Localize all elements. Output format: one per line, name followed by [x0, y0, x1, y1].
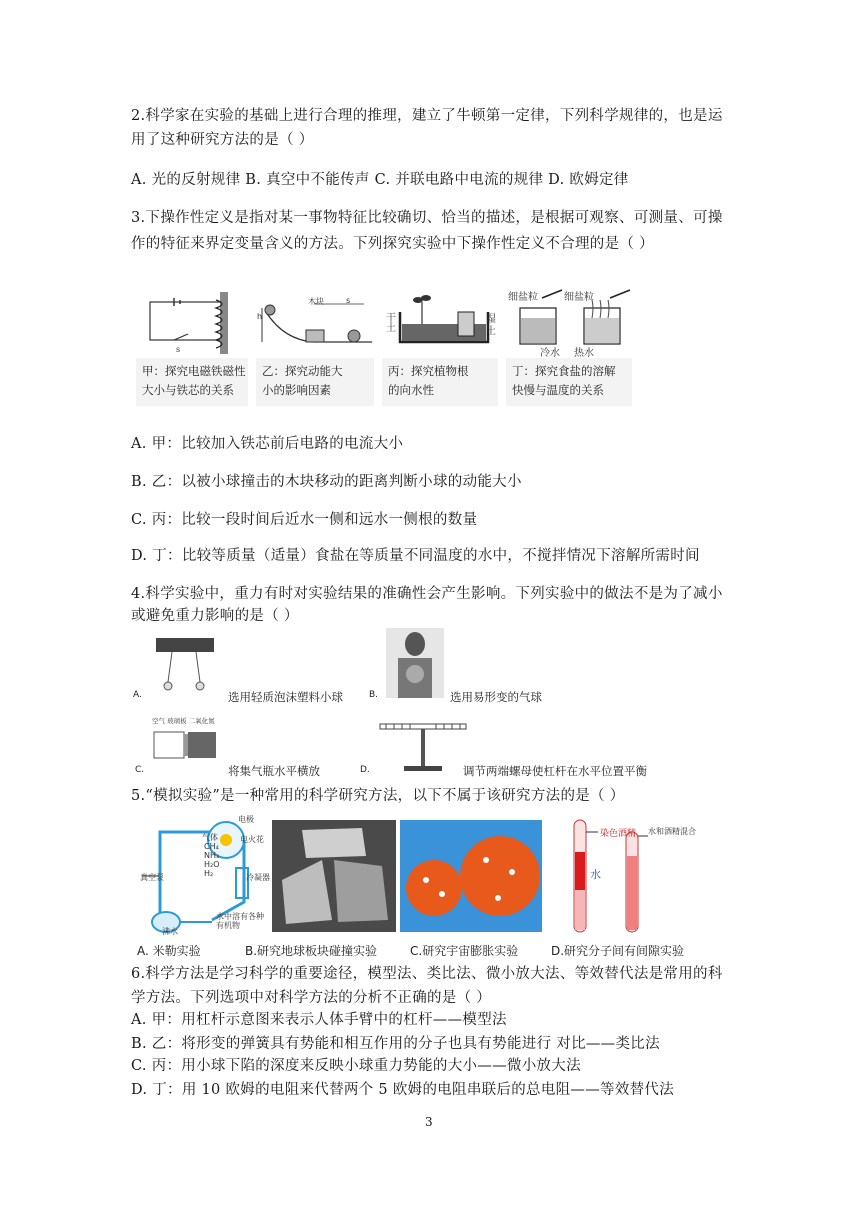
- q3-option-d: D. 丁：比较等质量（适量）食盐在等质量不同温度的水中，不搅拌情况下溶解所需时间: [131, 548, 700, 564]
- plate-collision-photo: [272, 820, 396, 932]
- foam-balls-image: [152, 636, 216, 696]
- q4-option-b-letter: B.: [369, 690, 379, 700]
- q3-stem-line-2: 作的特征来界定变量含义的方法。下列探究实验中下操作性定义不合理的是（ ）: [131, 236, 654, 252]
- q5-option-d: D.研究分子间有间隙实验: [551, 944, 685, 958]
- page-number: 3: [425, 1115, 433, 1129]
- label-spark: 电火花: [240, 835, 264, 844]
- label-wood-block: 木块: [308, 297, 324, 306]
- label-cold-water: 冷水: [540, 348, 560, 359]
- q3-stem-line-1: 3.下操作性定义是指对某一事物特征比较确切、恰当的描述，是根据可观察、可测量、可操: [131, 210, 723, 226]
- q2-stem-line-2: 用了这种研究方法的是（ ）: [131, 132, 314, 148]
- svg-text:s: s: [176, 345, 181, 354]
- label-ch4: CH₄: [204, 842, 219, 851]
- q3-jia-caption-1: 甲：探究电磁铁磁性: [142, 364, 246, 378]
- q4-option-d-text: 调节两端螺母使杠杆在水平位置平衡: [463, 764, 647, 778]
- label-boiling-water: 沸水: [162, 927, 178, 936]
- label-hot-water: 热水: [574, 348, 594, 359]
- universe-balloon-photo-drawing: [400, 820, 542, 932]
- q3-ding-caption-1: 丁：探究食盐的溶解: [512, 364, 616, 378]
- q6-option-d: D. 丁：用 10 欧姆的电阻来代替两个 5 欧姆的电阻串联后的总电阻——等效替代法: [131, 1082, 675, 1098]
- q4-option-b-text: 选用易形变的气球: [450, 690, 542, 704]
- label-dry-soil: 干 土: [386, 313, 396, 334]
- label-fine-salt-1: 细盐粒: [508, 292, 538, 303]
- q4-option-a-letter: A.: [133, 690, 142, 700]
- label-h: h: [257, 312, 263, 321]
- q6-stem-line-1: 6.科学方法是学习科学的重要途径，模型法、类比法、微小放大法、等效替代法是常用的科: [131, 966, 723, 982]
- label-gas: 气体: [202, 833, 218, 842]
- label-nh3: NH₃: [204, 851, 220, 860]
- q6-option-a: A. 甲：用杠杆示意图来表示人体手臂中的杠杆——模型法: [131, 1012, 507, 1028]
- label-vacuum-pump: 真空泵: [140, 873, 164, 882]
- label-mixed: 水和酒精混合: [648, 827, 696, 836]
- q2-stem-line-1: 2.科学家在实验的基础上进行合理的推理，建立了牛顿第一定律，下列科学规律的，也是运: [131, 108, 723, 124]
- q3-bing-caption-2: 的向水性: [388, 383, 434, 397]
- q4-option-c-letter: C.: [135, 765, 145, 775]
- label-electrode: 电极: [238, 815, 254, 824]
- balloon-photo: [386, 628, 444, 698]
- balloon-photo-drawing: [386, 628, 444, 698]
- q4-stem-line-1: 4.科学实验中，重力有时对实验结果的准确性会产生影响。下列实验中的做法不是为了减小: [131, 586, 723, 602]
- q4-stem-line-2: 或避免重力影响的是（ ）: [131, 608, 299, 624]
- q6-option-c: C. 丙：用小球下陷的深度来反映小球重力势能的大小——微小放大法: [131, 1058, 581, 1074]
- label-condenser: 冷凝器: [246, 873, 270, 882]
- q4-option-a-text: 选用轻质泡沫塑料小球: [228, 690, 343, 704]
- q3-jia-caption-2: 大小与铁芯的关系: [142, 383, 234, 397]
- label-organic-water: 水中溶有各种有机物: [216, 912, 264, 930]
- q3-ding-caption-2: 快慢与温度的关系: [512, 383, 604, 397]
- gas-jar-labels: 空气 玻璃板 二氧化氮: [152, 717, 215, 725]
- q3-yi-caption-2: 小的影响因素: [262, 383, 331, 397]
- q6-option-b: B. 乙：将形变的弹簧具有势能和相互作用的分子也具有势能进行 对比——类比法: [131, 1036, 660, 1052]
- lever-balance-image: [376, 716, 470, 772]
- label-h2o: H₂O: [204, 860, 220, 869]
- label-fine-salt-2: 细盐粒: [564, 292, 594, 303]
- q5-option-a: A. 米勒实验: [137, 944, 201, 958]
- q3-yi-caption-1: 乙：探究动能大: [262, 364, 343, 378]
- q5-option-b: B.研究地球板块碰撞实验: [245, 944, 378, 958]
- label-dyed-alcohol: 染色酒精: [600, 829, 637, 839]
- q5-option-c: C.研究宇宙膨胀实验: [410, 944, 519, 958]
- q2-options: A. 光的反射规律 B. 真空中不能传声 C. 并联电路中电流的规律 D. 欧姆定律: [131, 172, 629, 188]
- q4-option-c-text: 将集气瓶水平横放: [228, 764, 320, 778]
- q3-figure: [136, 284, 632, 408]
- q4-option-d-letter: D.: [360, 765, 370, 775]
- q3-option-a: A. 甲：比较加入铁芯前后电路的电流大小: [131, 436, 404, 452]
- label-water: 水: [590, 868, 601, 881]
- label-wet-soil: 湿 土: [486, 314, 496, 337]
- universe-balloon-photo: [400, 820, 542, 932]
- q5-stem: 5.“模拟实验”是一种常用的科学研究方法，以下不属于该研究方法的是（ ）: [131, 788, 625, 804]
- q3-bing-caption-1: 丙：探究植物根: [388, 364, 469, 378]
- label-s: s: [346, 296, 351, 305]
- q6-stem-line-2: 学方法。下列选项中对科学方法的分析不正确的是（ ）: [131, 990, 492, 1006]
- electromagnet-circuit-diagram: [144, 290, 254, 356]
- plate-collision-photo-drawing: [272, 820, 396, 932]
- q3-option-b: B. 乙：以被小球撞击的木块移动的距离判断小球的动能大小: [131, 474, 522, 490]
- label-h2: H₂: [204, 869, 214, 878]
- q3-option-c: C. 丙：比较一段时间后近水一侧和远水一侧根的数量: [131, 512, 478, 528]
